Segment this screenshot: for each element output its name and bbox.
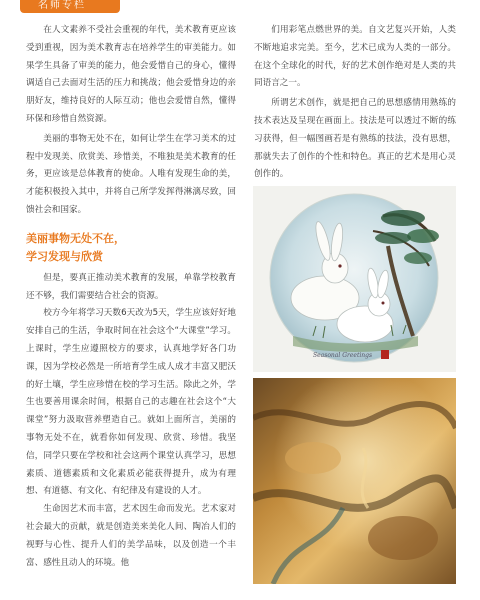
rabbit-painting: [253, 186, 456, 372]
paragraph: 美丽的事物无处不在，如何让学生在学习美术的过程中发现美、欣赏美、珍惜美，不唯独是美术教育的任务，更应该是总体教育的使命。人唯有发现生命的美，才能积极投入其中，并将自己所学发挥得淋漓尽致，回馈社会和国家。: [26, 133, 236, 215]
paragraph: 所谓艺术创作，就是把自己的思想感情用熟练的技术表达及呈现在画面上。技法是可以透过不断的练习获得，但一幅图画若是有熟练的技法，没有思想，那就失去了创作的个性和特色。真正的艺术是用心灵创作的。: [254, 98, 456, 180]
abstract-painting-art: [253, 378, 456, 584]
right-column: [254, 22, 456, 184]
paragraph: 校方今年将学习天数6天改为5天，学生应该好好地安排自己的生活，争取时间在社会这个“大课堂”学习。上课时，学生应遵照校方的要求，认真地学好各门功课，因为学校必然是一所培育学生成人成才丰富又肥沃的好土壤，学生应珍惜在校的学习生活。除此之外，学生也要善用课余时间，根据自己的志趣在社会这个“大课堂”努力汲取营养塑造自己。就如上面所言，美丽的事物无处不在，就看你如何发现、欣赏、珍惜。我坚信，同学只要在学校和社会这两个课堂认真学习，思想素质、道德素质和文化素质必能获得提升，成为有理想、有道德、有文化、有纪律及有建设的人才。: [26, 308, 236, 497]
painting-signature: Seasonal Greetings: [313, 352, 373, 359]
paragraph: 但是，要真正推动美术教育的发展，单靠学校教育还不够，我们需要结合社会的资源。: [26, 272, 236, 301]
paragraph: 们用彩笔点燃世界的美。自文艺复兴开始，人类不断地追求完美。至今，艺术已成为人类的一部分。在这个全球化的时代，好的艺术创作绝对是人类的共同语言之一。: [254, 25, 456, 89]
abstract-painting: [253, 378, 456, 584]
section-heading-line2: 学习发现与欣赏: [26, 249, 103, 263]
column-tab: [20, 0, 120, 13]
section-heading-line1: 美丽事物无处不在，: [26, 231, 125, 245]
left-column: [26, 22, 236, 572]
section-heading: [26, 230, 236, 266]
paragraph: 在人文素养不受社会重视的年代，美术教育更应该受到重视，因为美术教育志在培养学生的审美能力。如果学生具备了审美的能力，他会爱惜自己的身心，懂得调适自己去面对生活的压力和挑战；他会爱惜身边的亲朋好友，维持良好的人际互动；他也会爱惜自然，懂得环保和珍惜自然资源。: [26, 25, 236, 124]
paragraph: 生命因艺术而丰富，艺术因生命而发光。艺术家对社会最大的贡献，就是创造美来美化人间、陶冶人们的视野与心性、提升人们的美学品味，以及创造一个丰富、感性且动人的环境。他: [26, 504, 236, 568]
rabbit-painting-art: [253, 186, 456, 372]
column-tab-label: 名师专栏: [38, 0, 86, 11]
